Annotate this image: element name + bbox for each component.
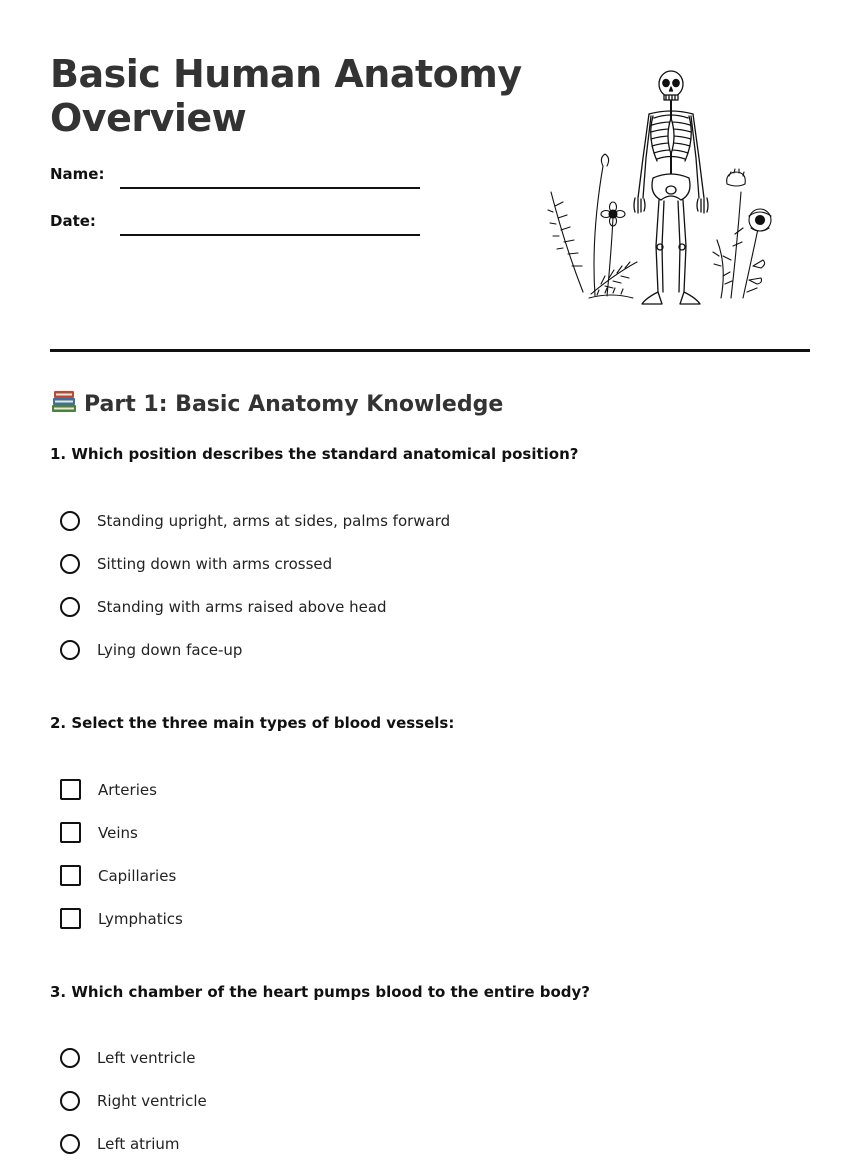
option-label: Left ventricle	[97, 1048, 196, 1067]
question-3	[50, 982, 810, 1153]
answer-option[interactable]	[60, 1122, 207, 1165]
worksheet-page	[50, 0, 810, 1161]
skeleton-with-flowers-illustration	[545, 66, 785, 316]
radio-button[interactable]	[60, 1048, 80, 1068]
radio-button[interactable]	[60, 511, 80, 531]
skull-icon	[659, 71, 683, 100]
option-label: Standing with arms raised above head	[97, 597, 387, 616]
date-input-line[interactable]	[120, 234, 420, 236]
option-label: Sitting down with arms crossed	[97, 554, 333, 573]
checkbox[interactable]	[60, 908, 81, 929]
answer-option[interactable]	[60, 542, 450, 585]
radio-button[interactable]	[60, 554, 80, 574]
checkbox[interactable]	[60, 865, 81, 886]
question-2	[50, 713, 810, 928]
option-label: Lymphatics	[98, 909, 183, 928]
option-label: Standing upright, arms at sides, palms forward	[97, 511, 451, 530]
section-title	[50, 388, 503, 420]
question-1	[50, 444, 810, 659]
option-label: Arteries	[98, 780, 157, 799]
option-label: Lying down face-up	[97, 640, 243, 659]
answer-option[interactable]	[60, 1079, 207, 1122]
books-icon	[50, 388, 78, 414]
header-divider	[50, 349, 810, 352]
answer-option[interactable]	[60, 499, 450, 542]
answer-option[interactable]	[60, 585, 450, 628]
answer-option[interactable]	[60, 854, 183, 897]
radio-button[interactable]	[60, 597, 80, 617]
option-label: Capillaries	[98, 866, 177, 885]
name-field[interactable]	[50, 160, 420, 190]
answer-option[interactable]	[60, 897, 183, 940]
question-text: 2. Select the three main types of blood vessels:	[50, 714, 455, 732]
page-title: Basic Human Anatomy Overview	[50, 52, 522, 140]
answer-options	[60, 1036, 207, 1165]
name-input-line[interactable]	[120, 187, 420, 189]
answer-option[interactable]	[60, 811, 183, 854]
checkbox[interactable]	[60, 779, 81, 800]
answer-option[interactable]	[60, 1036, 207, 1079]
radio-button[interactable]	[60, 1091, 80, 1111]
radio-button[interactable]	[60, 640, 80, 660]
answer-options	[60, 768, 183, 940]
worksheet-header	[50, 0, 810, 352]
date-label: Date:	[50, 212, 96, 230]
date-field[interactable]	[50, 207, 420, 237]
question-text: 1. Which position describes the standard anatomical position?	[50, 445, 579, 463]
option-label: Left atrium	[97, 1134, 180, 1153]
question-text: 3. Which chamber of the heart pumps blood to the entire body?	[50, 983, 590, 1001]
checkbox[interactable]	[60, 822, 81, 843]
radio-button[interactable]	[60, 1134, 80, 1154]
ribcage-icon	[651, 115, 692, 161]
answer-option[interactable]	[60, 628, 450, 671]
option-label: Right ventricle	[97, 1091, 207, 1110]
name-label: Name:	[50, 165, 105, 183]
right-flowers-icon	[713, 169, 771, 298]
pelvis-icon	[652, 174, 690, 200]
answer-option[interactable]	[60, 768, 183, 811]
answer-options	[60, 499, 450, 671]
section-title-text: Part 1: Basic Anatomy Knowledge	[84, 392, 504, 417]
option-label: Veins	[98, 823, 138, 842]
left-flowers-icon	[548, 154, 637, 298]
